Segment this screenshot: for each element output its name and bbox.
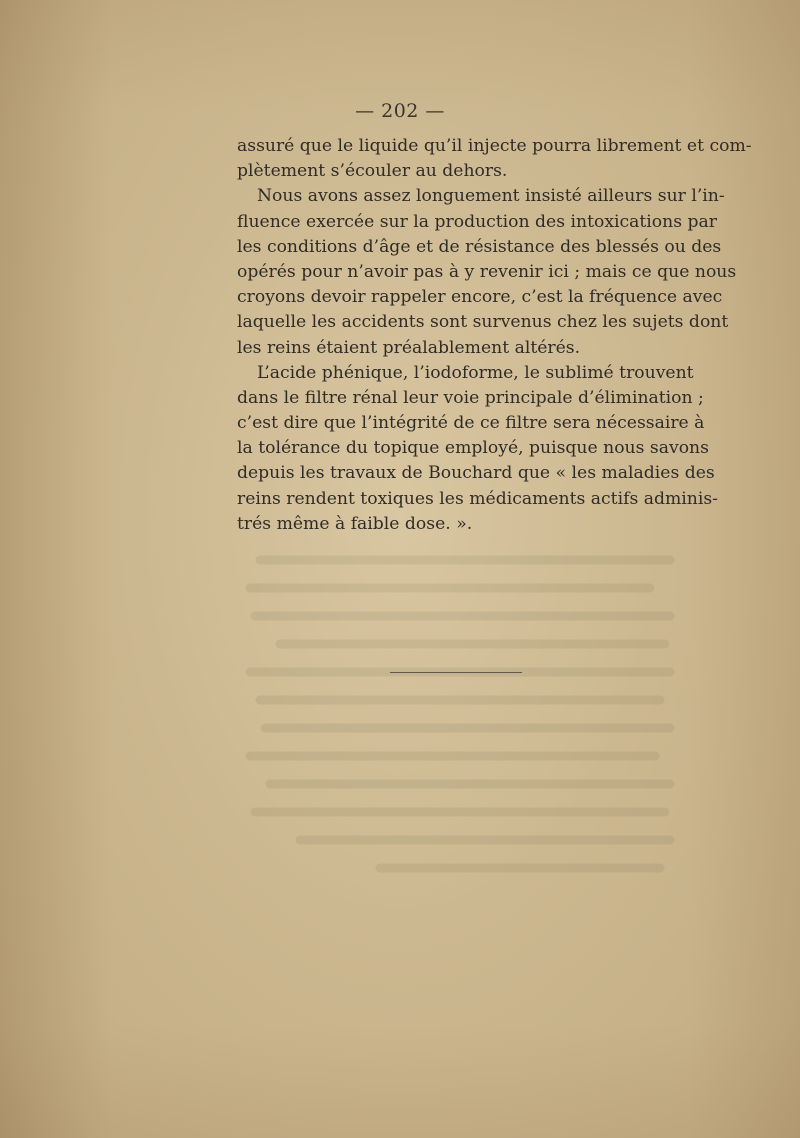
text-line: assuré que le liquide qu’il injecte pourra librement et com- <box>237 136 752 156</box>
body-text <box>237 134 752 537</box>
text-line: dans le filtre rénal leur voie principale d’élimination ; <box>237 387 704 408</box>
text-line: L’acide phénique, l’iodoforme, le sublimé trouvent <box>257 362 694 383</box>
text-line: reins rendent toxiques les médicaments actifs adminis- <box>237 488 718 509</box>
text-line: trés même à faible dose. ». <box>237 513 473 534</box>
page-number: — 202 — <box>355 100 445 122</box>
text-line: laquelle les accidents sont survenus chez les sujets dont <box>237 312 729 333</box>
bleed-lines <box>240 540 680 900</box>
text-line: la tolérance du topique employé, puisque nous savons <box>237 438 709 459</box>
text-line: plètement s’écouler au dehors. <box>237 161 508 182</box>
show-through-texture <box>240 540 680 909</box>
section-divider <box>390 672 522 673</box>
text-line: c’est dire que l’intégrité de ce filtre sera nécessaire à <box>237 413 705 434</box>
text-line: Nous avons assez longuement insisté ailleurs sur l’in- <box>257 186 725 207</box>
text-line: depuis les travaux de Bouchard que « les maladies des <box>237 463 715 484</box>
text-line: les reins étaient préalablement altérés. <box>237 337 581 358</box>
text-line: opérés pour n’avoir pas à y revenir ici ; mais ce que nous <box>237 261 737 282</box>
text-line: croyons devoir rappeler encore, c’est la fréquence avec <box>237 287 723 308</box>
text-line: fluence exercée sur la production des intoxications par <box>237 211 717 232</box>
text-line: les conditions d’âge et de résistance des blessés ou des <box>237 236 722 257</box>
